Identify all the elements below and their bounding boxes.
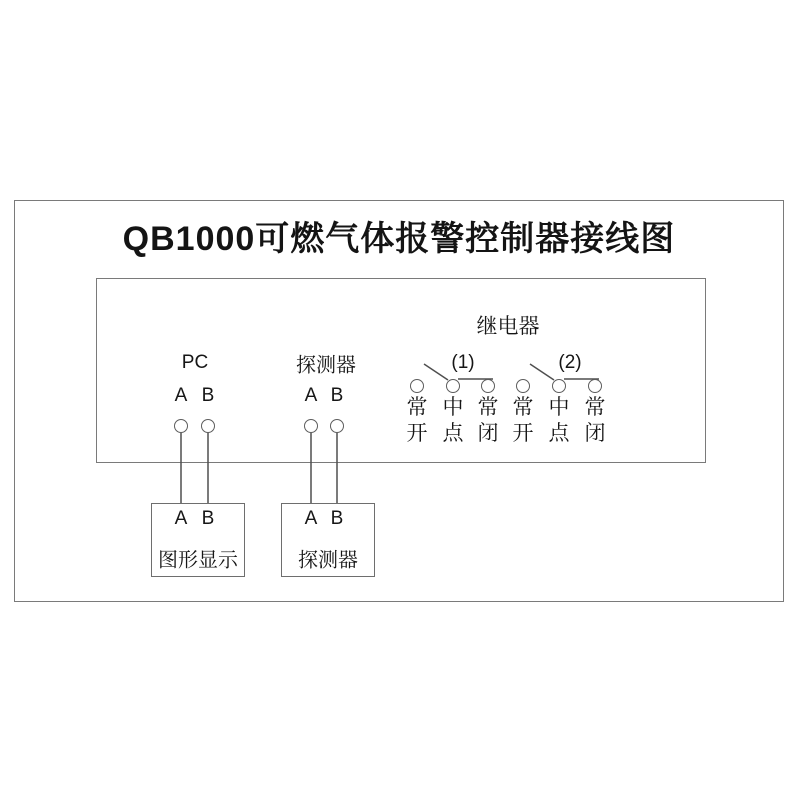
relay2-com-label-line2: 点 [548, 422, 570, 445]
relay2-number-label: (2) [558, 352, 582, 373]
relay1-com-label-line2: 点 [442, 422, 464, 445]
relay2-no-label-line2: 开 [512, 422, 534, 445]
pc-label: PC [181, 352, 209, 373]
panel-detector-label: 探测器 [296, 354, 356, 377]
relay1-nc-label-line1: 常 [477, 396, 499, 419]
pc-terminal-b-circle [201, 419, 215, 433]
relay2-com-label-line1: 中 [548, 396, 570, 419]
diagram-title: QB1000可燃气体报警控制器接线图 [122, 220, 676, 258]
relay2-nc-label-line1: 常 [584, 396, 606, 419]
relay2-nc-circle [588, 379, 602, 393]
relay2-nc-label-line2: 闭 [584, 422, 606, 445]
detector-terminal-a-label: A [304, 508, 318, 529]
relay1-nc-label [478, 395, 499, 447]
relay2-com-label [549, 395, 570, 447]
detector-name: 探测器 [298, 549, 358, 572]
relay1-com-label [443, 395, 464, 447]
relay1-com-circle [446, 379, 460, 393]
relay1-number-label: (1) [451, 352, 475, 373]
relay-label: 继电器 [476, 315, 540, 338]
graphic-display-terminal-a-label: A [174, 508, 188, 529]
relay2-com-circle [552, 379, 566, 393]
relay1-no-label [407, 395, 428, 447]
pc-terminal-a-circle [174, 419, 188, 433]
pc-terminal-a-label: A [174, 385, 188, 406]
graphic-display-name: 图形显示 [158, 549, 238, 572]
pc-terminal-b-label: B [201, 385, 215, 406]
detector-terminal-b-label: B [330, 508, 344, 529]
relay1-nc-circle [481, 379, 495, 393]
relay1-no-label-line2: 开 [406, 422, 428, 445]
panel-detector-terminal-b-label: B [330, 385, 344, 406]
relay1-nc-label-line2: 闭 [477, 422, 499, 445]
relay2-no-circle [516, 379, 530, 393]
panel-detector-terminal-a-circle [304, 419, 318, 433]
graphic-display-terminal-b-label: B [201, 508, 215, 529]
panel-detector-terminal-b-circle [330, 419, 344, 433]
relay2-no-label-line1: 常 [512, 396, 534, 419]
relay1-no-label-line1: 常 [406, 396, 428, 419]
relay2-nc-label [585, 395, 606, 447]
relay2-no-label [513, 395, 534, 447]
relay1-com-label-line1: 中 [442, 396, 464, 419]
panel-detector-terminal-a-label: A [304, 385, 318, 406]
relay1-no-circle [410, 379, 424, 393]
